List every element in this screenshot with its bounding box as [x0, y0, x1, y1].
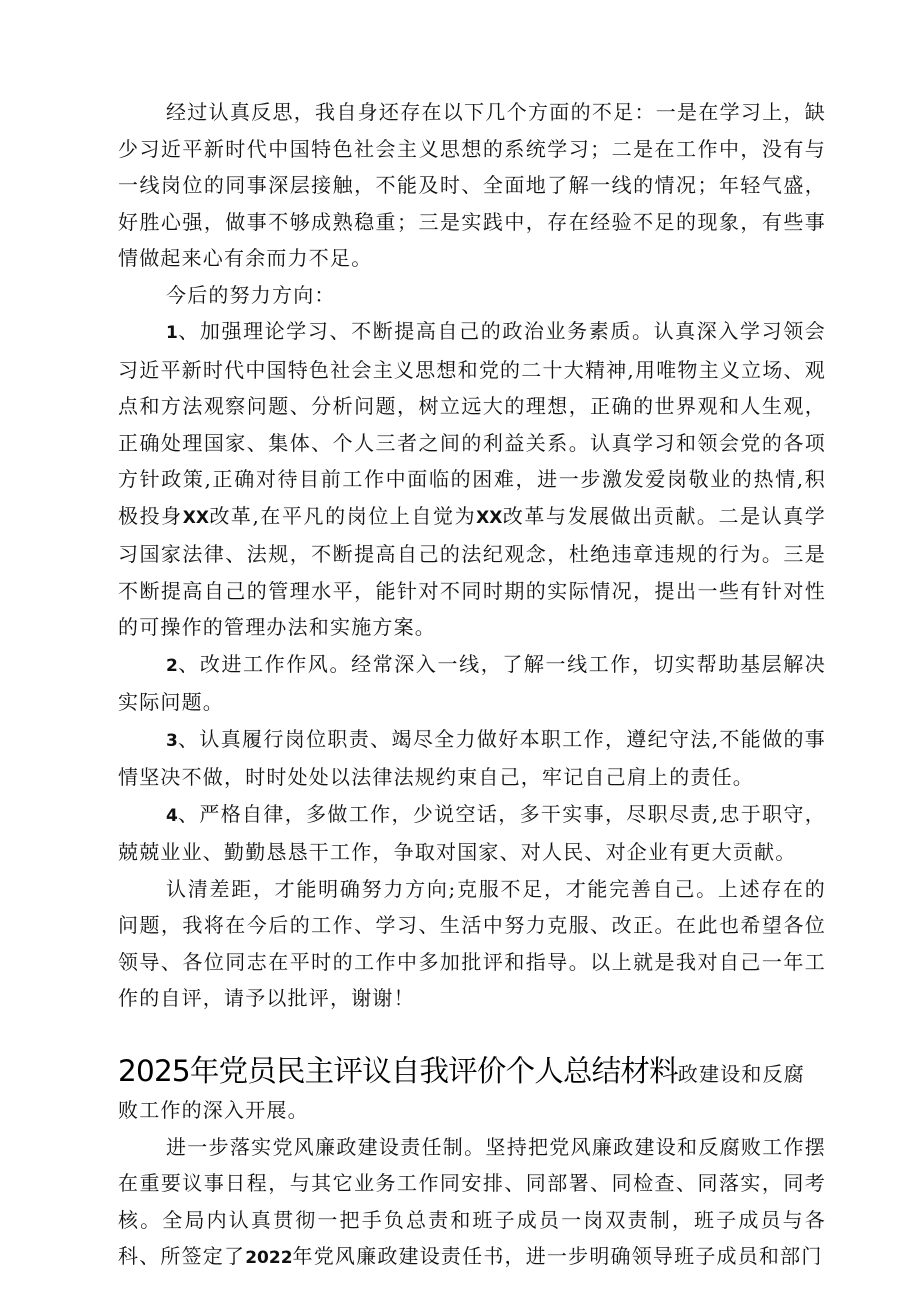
list-item-1-xx-second: XX [476, 507, 503, 528]
list-item-1-text-c: 改革与发展做出贡献。二是认真学习国家法律、法规，不断提高自己的法纪观念，杜绝违章违规的行为。三是不断提高自己的管理水平，能针对不同时期的实际情况，提出一些有针对性的可操作的管理办法和实施方案。 [118, 503, 826, 639]
list-item-3-text: 、认真履行岗位职责、竭尽全力做好本职工作，遵纪守法,不能做的事情坚决不做，时时处处以法律法规约束自己，牢记自己肩上的责任。 [118, 726, 826, 789]
list-item-1-text: 、加强理论学习、不断提高自己的政治业务素质。认真深入学习领会习近平新时代中国特色社会主义思想和党的二十大精神,用唯物主义立场、观点和方法观察问题、分析问题，树立远大的理想，正确的世界观和人生观，正确处理国家、集体、个人三者之间的利益关系。认真学习和领会党的各项方针政策,正确对待目前工作中面临的困难，进一步激发爱岗敬业的热情,积极投身 [118, 319, 826, 528]
paragraph-shortcomings: 经过认真反思，我自身还存在以下几个方面的不足：一是在学习上，缺少习近平新时代中国特色社会主义思想的系统学习；二是在工作中，没有与一线岗位的同事深层接触，不能及时、全面地了解一线的情况；年轻气盛，好胜心强，做事不够成熟稳重；三是实践中，存在经验不足的现象，有些事情做起来心有余而力不足。 [118, 100, 826, 270]
section2-heading-line [118, 1053, 826, 1129]
section2-paragraph-text-a: 进一步落实党风廉政建设责任制。坚持把党风廉政建设和反腐败工作摆在重要议事日程，与其它业务工作同安排、同部署、同检查、同落实，同考核。全局内认真贯彻一把手负总责和班子成员一岗双责制，班子成员与各科、所签定了 [118, 1134, 826, 1268]
list-item-3 [118, 721, 826, 796]
section2-heading-tail: 政建设和反腐败工作的深入开展。 [118, 1061, 805, 1122]
list-item-1 [118, 313, 826, 646]
list-item-2 [118, 646, 826, 721]
list-item-3-number: 3 [166, 730, 178, 751]
list-item-1-xx-first: XX [182, 507, 209, 528]
section2-heading: 2025年党员民主评议自我评价个人总结材料 [118, 1053, 678, 1088]
list-item-4-number: 4 [166, 805, 178, 826]
section2-year: 2022 [245, 1248, 293, 1268]
section2-paragraph-text-b: 年党风廉政建设责任书，进一步明确领导班子成员和部门 [292, 1244, 823, 1268]
list-item-1-number: 1 [166, 323, 178, 343]
paragraph-future-direction: 今后的努力方向： [166, 282, 336, 307]
list-item-2-number: 2 [166, 655, 178, 676]
list-item-4-text: 、严格自律，多做工作，少说空话，多干实事，尽职尽责,忠于职守，兢兢业业、勤勤恳恳干工作，争取对国家、对人民、对企业有更大贡献。 [118, 801, 826, 864]
section2-paragraph [118, 1129, 826, 1277]
list-item-4 [118, 796, 826, 871]
list-item-2-text: 、改进工作作风。经常深入一线，了解一线工作，切实帮助基层解决实际问题。 [118, 651, 826, 714]
list-item-1-text-b: 改革,在平凡的岗位上自觉为 [208, 503, 477, 528]
paragraph-closing: 认清差距，才能明确努力方向;克服不足，才能完善自己。上述存在的问题，我将在今后的工作、学习、生活中努力克服、改正。在此也希望各位领导、各位同志在平时的工作中多加批评和指导。以上就是我对自己一年工作的自评，请予以批评，谢谢！ [118, 876, 826, 1010]
document-page [118, 94, 826, 1277]
